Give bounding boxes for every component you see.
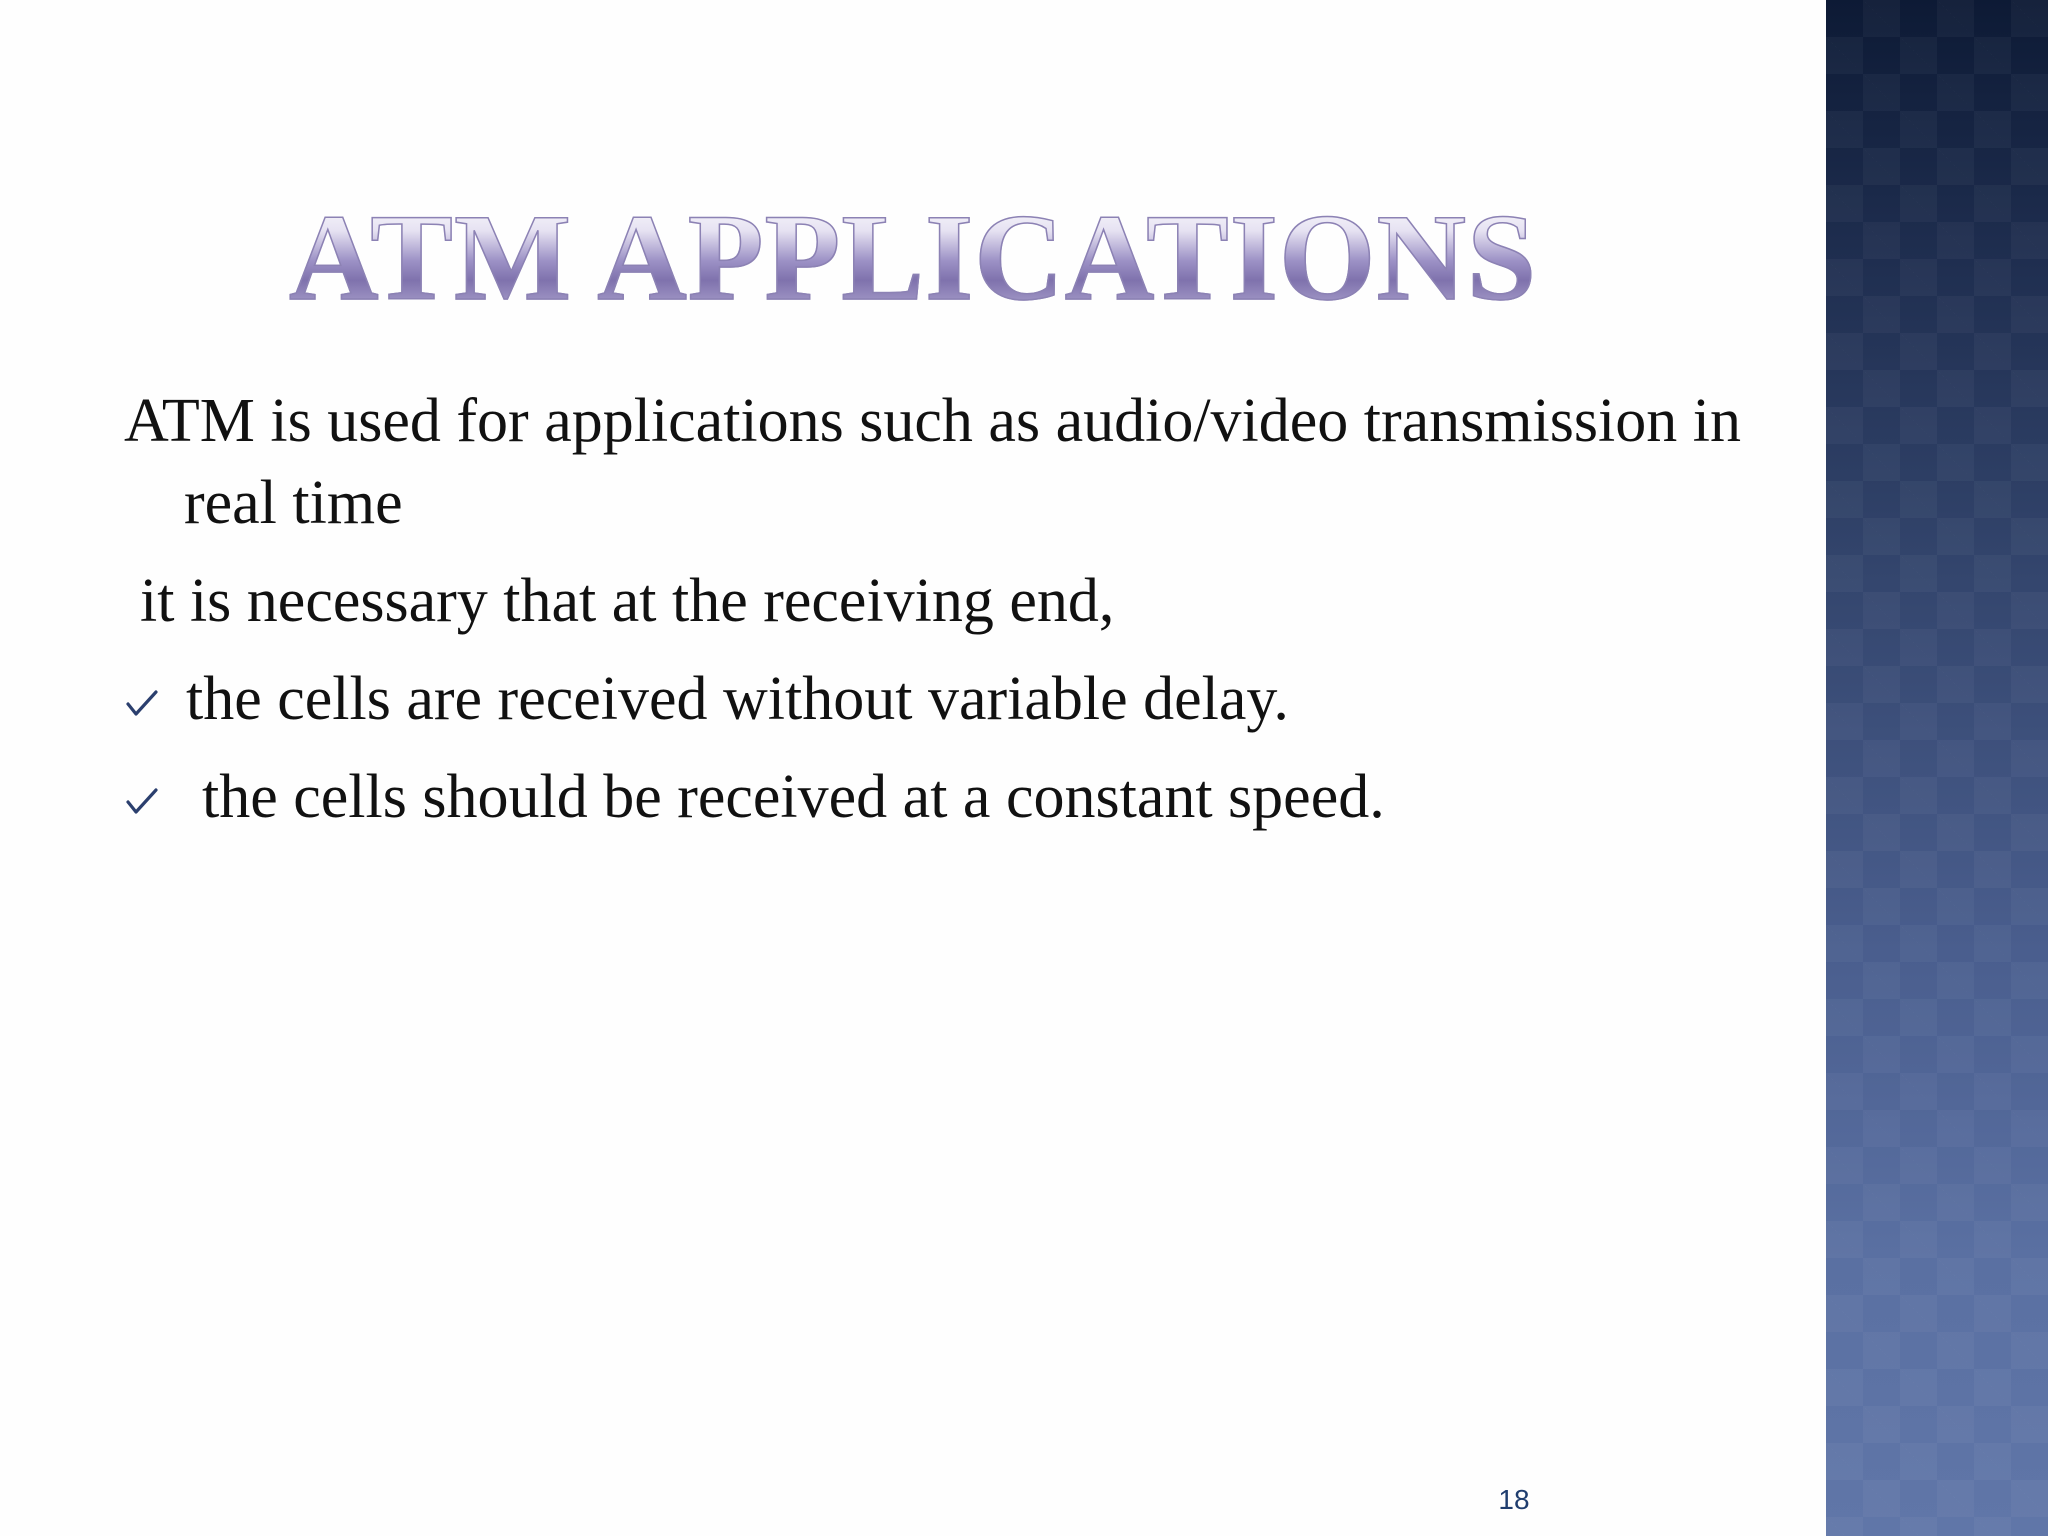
slide-body [124, 380, 1764, 838]
bullet-text-1: the cells are received without variable delay. [186, 665, 1289, 733]
bullet-text-2: the cells should be received at a constant speed. [202, 763, 1385, 831]
page-number: 18 [1498, 1484, 1530, 1515]
check-icon [124, 784, 160, 820]
paragraph-2: it is necessary that at the receiving end, [140, 567, 1115, 635]
slide-title: ATM APPLICATIONS [0, 196, 1826, 320]
side-decoration-panel [1826, 0, 2048, 1536]
paragraph-1: ATM is used for applications such as audio/video transmission in real time [124, 387, 1741, 537]
check-icon [124, 686, 160, 722]
bullet-item-2 [124, 756, 1764, 838]
diamond-pattern [1826, 0, 2048, 1536]
bullet-item-1 [124, 658, 1764, 740]
